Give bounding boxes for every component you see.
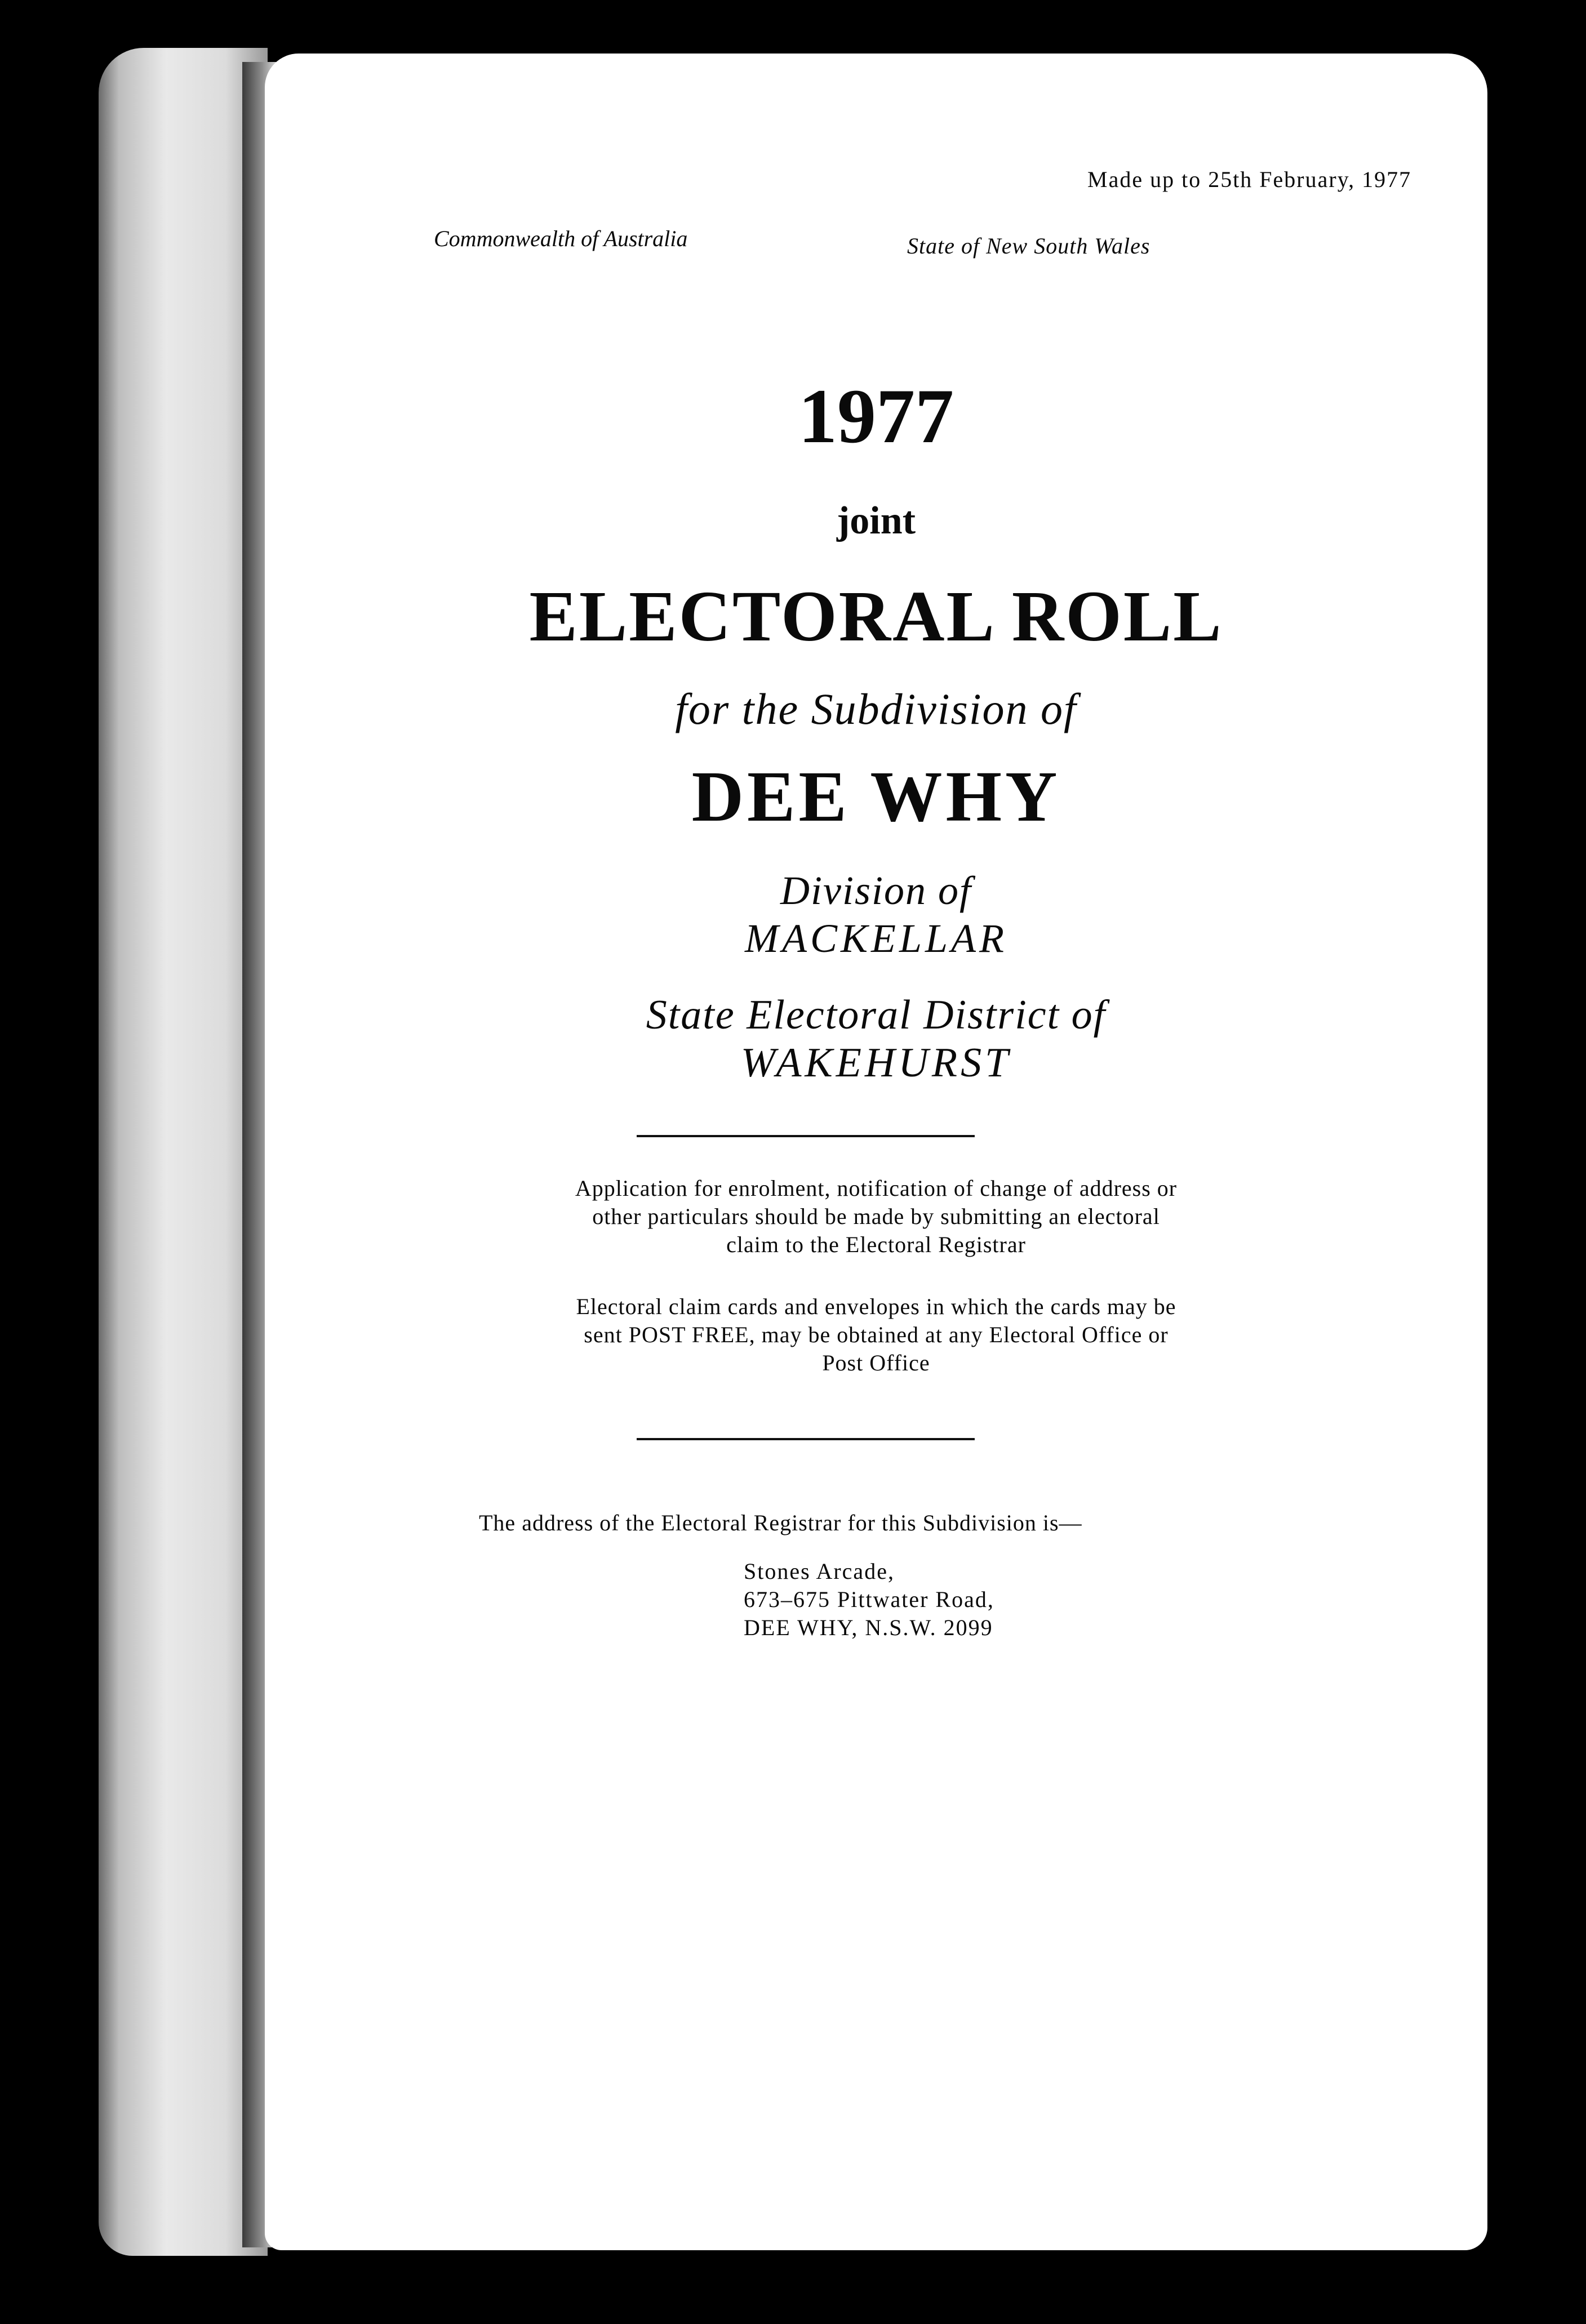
division-label: Division of bbox=[780, 868, 972, 913]
commonwealth-label: Commonwealth of Australia bbox=[434, 226, 688, 251]
address-line: Stones Arcade, bbox=[744, 1559, 895, 1584]
notice-line: sent POST FREE, may be obtained at any Electoral Office or bbox=[584, 1322, 1169, 1347]
notice-line: Electoral claim cards and envelopes in which the cards may be bbox=[576, 1294, 1176, 1319]
subdivision-name: DEE WHY bbox=[691, 756, 1061, 836]
application-notice bbox=[265, 1174, 1487, 1259]
notice-line: other particulars should be made by submitting an electoral bbox=[592, 1204, 1160, 1229]
division-name: MACKELLAR bbox=[744, 916, 1008, 961]
claim-cards-notice bbox=[265, 1293, 1487, 1377]
notice-line: claim to the Electoral Registrar bbox=[726, 1232, 1026, 1257]
notice-line: Post Office bbox=[822, 1350, 930, 1375]
roll-year: 1977 bbox=[798, 373, 954, 459]
address-line: DEE WHY, N.S.W. 2099 bbox=[744, 1615, 993, 1640]
registrar-intro: The address of the Electoral Registrar for this Subdivision is— bbox=[479, 1510, 1082, 1535]
title-page bbox=[265, 54, 1487, 2250]
address-line: 673–675 Pittwater Road, bbox=[744, 1587, 994, 1612]
state-label: State of New South Wales bbox=[907, 233, 1150, 259]
document-title: ELECTORAL ROLL bbox=[529, 576, 1223, 656]
divider-rule bbox=[637, 1438, 975, 1440]
district-label: State Electoral District of bbox=[646, 992, 1107, 1038]
notice-line: Application for enrolment, notification of change of address or bbox=[575, 1176, 1178, 1201]
made-up-date: Made up to 25th February, 1977 bbox=[1087, 167, 1412, 192]
divider-rule bbox=[637, 1135, 975, 1137]
registrar-address bbox=[744, 1557, 994, 1642]
joint-label: joint bbox=[837, 499, 916, 542]
subdivision-label: for the Subdivision of bbox=[675, 684, 1077, 733]
district-name: WAKEHURST bbox=[740, 1040, 1012, 1086]
